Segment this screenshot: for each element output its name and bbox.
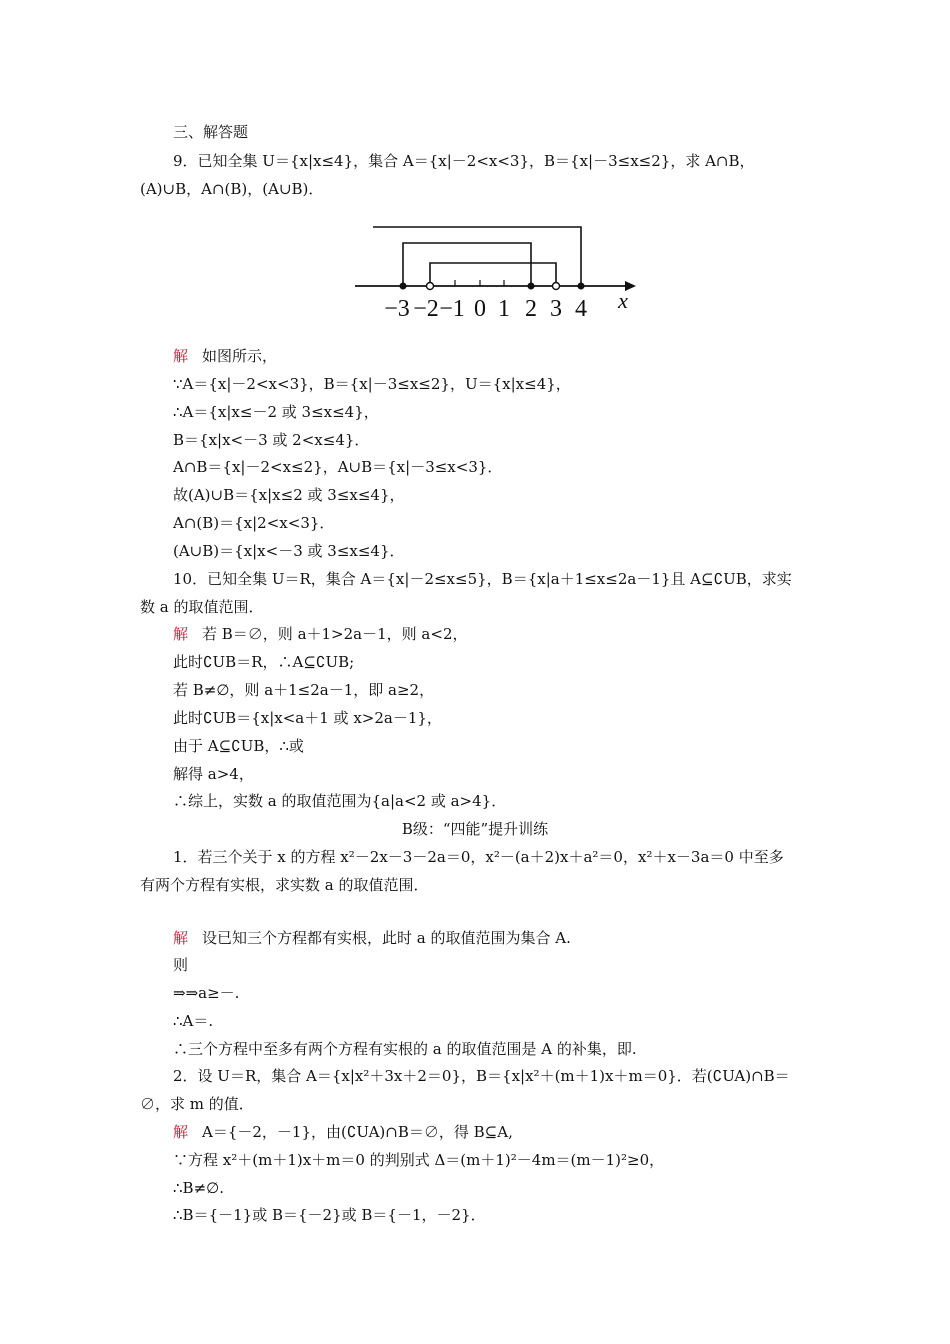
- b2-solution-line2: ∵方程 x²＋(m＋1)x＋m＝0 的判别式 Δ＝(m＋1)²－4m＝(m－1)²≥0，: [173, 1151, 665, 1169]
- q10-solution-line1: 解 若 B＝∅，则 a＋1>2a－1，则 a<2，: [173, 625, 468, 643]
- tick-label: 2: [525, 296, 537, 322]
- q9-solution-line5: A∩B＝{x|－2<x≤2}，A∪B＝{x|－3≤x<3}．: [173, 458, 503, 476]
- q9-solution-line4: B＝{x|x<－3 或 2<x≤4}．: [173, 431, 370, 449]
- set-u-bracket: [373, 227, 581, 286]
- q10-statement-line1: 10．已知全集 U＝R，集合 A＝{x|－2≤x≤5}，B＝{x|a＋1≤x≤2a－1}且 A⊆∁UB，求实: [173, 570, 792, 588]
- q9-statement-line2: (A)∪B，A∩(B)，(A∪B)．: [140, 180, 324, 198]
- tick-label: −1: [439, 296, 465, 322]
- q10-solution-line3: 若 B≠∅，则 a＋1≤2a－1，即 a≥2，: [173, 681, 435, 699]
- q10-solution-line5: 由于 A⊆∁UB，∴或: [173, 737, 304, 755]
- solution-label: 解: [173, 929, 189, 947]
- solution-label: 解: [173, 625, 189, 643]
- axis-label: x: [618, 288, 628, 313]
- solution-label: 解: [173, 347, 189, 365]
- solution-label: 解: [173, 1123, 189, 1141]
- b1-solution-line2: 则: [173, 956, 189, 974]
- q9-solution-line7: A∩(B)＝{x|2<x<3}．: [173, 514, 335, 532]
- endpoint-open-neg2: [427, 283, 434, 290]
- b1-solution-line4: ∴A＝.: [173, 1012, 214, 1030]
- q10-solution-line4: 此时∁UB＝{x|x<a＋1 或 x>2a－1}，: [173, 709, 442, 727]
- b1-solution-line1: 解 设已知三个方程都有实根，此时 a 的取值范围为集合 A.: [173, 929, 571, 947]
- b1-solution-line5: ∴三个方程中至多有两个方程有实根的 a 的取值范围是 A 的补集，即.: [173, 1040, 637, 1058]
- endpoint-closed-2: [528, 283, 535, 290]
- b2-solution-line4: ∴B＝{－1}或 B＝{－2}或 B＝{－1，－2}．: [173, 1206, 486, 1224]
- q9-statement-line1: 9．已知全集 U＝{x|x≤4}，集合 A＝{x|－2<x<3}，B＝{x|－3≤x≤2}，求 A∩B，: [173, 152, 755, 170]
- q9-solution-line6: 故(A)∪B＝{x|x≤2 或 3≤x≤4}，: [173, 486, 405, 504]
- set-a-bracket: [430, 263, 556, 286]
- b2-solution-line3: ∴B≠∅.: [173, 1179, 224, 1197]
- q10-statement-line2: 数 a 的取值范围．: [140, 598, 264, 616]
- q10-solution-line2: 此时∁UB＝R，∴A⊆∁UB;: [173, 653, 355, 671]
- tick-label: 1: [498, 296, 510, 322]
- tick-label: 3: [550, 296, 562, 322]
- q9-solution-line8: (A∪B)＝{x|x<－3 或 3≤x≤4}．: [173, 542, 405, 560]
- q10-solution-line7: ∴综上，实数 a 的取值范围为{a|a<2 或 a>4}．: [173, 792, 507, 810]
- endpoint-closed-neg3: [400, 283, 407, 290]
- tick-label: 0: [474, 296, 486, 322]
- q9-solution-line1: 解 如图所示，: [173, 347, 278, 365]
- b1-solution-line3: ⇒⇒a≥－.: [173, 984, 240, 1002]
- endpoint-closed-4: [578, 283, 585, 290]
- level-b-title: B级：“四能”提升训练: [401, 820, 549, 838]
- q9-solution-line2: ∵A＝{x|－2<x<3}，B＝{x|－3≤x≤2}，U＝{x|x≤4}，: [173, 375, 571, 393]
- endpoint-open-3: [553, 283, 560, 290]
- tick-label: −3: [384, 296, 410, 322]
- b2-solution-line1: 解 A＝{－2，－1}，由(∁UA)∩B＝∅，得 B⊆A,: [173, 1123, 513, 1141]
- set-b-bracket: [403, 243, 531, 286]
- q10-solution-line6: 解得 a>4，: [173, 765, 254, 783]
- b2-statement-line1: 2．设 U＝R，集合 A＝{x|x²＋3x＋2＝0}，B＝{x|x²＋(m＋1)x＋m＝0}．若(∁UA)∩B＝: [173, 1067, 790, 1085]
- b1-statement-line1: 1．若三个关于 x 的方程 x²－2x－3－2a＝0，x²－(a＋2)x＋a²＝0，x²＋x－3a＝0 中至多: [173, 848, 784, 866]
- tick-label: 4: [575, 296, 587, 322]
- number-line-figure: [340, 210, 645, 335]
- b1-statement-line2: 有两个方程有实根，求实数 a 的取值范围．: [140, 876, 429, 894]
- tick-label: −2: [413, 296, 439, 322]
- b2-statement-line2: ∅，求 m 的值．: [140, 1095, 254, 1113]
- section-title: 三、解答题: [173, 123, 249, 141]
- q9-solution-line3: ∴A＝{x|x≤－2 或 3≤x≤4}，: [173, 403, 379, 421]
